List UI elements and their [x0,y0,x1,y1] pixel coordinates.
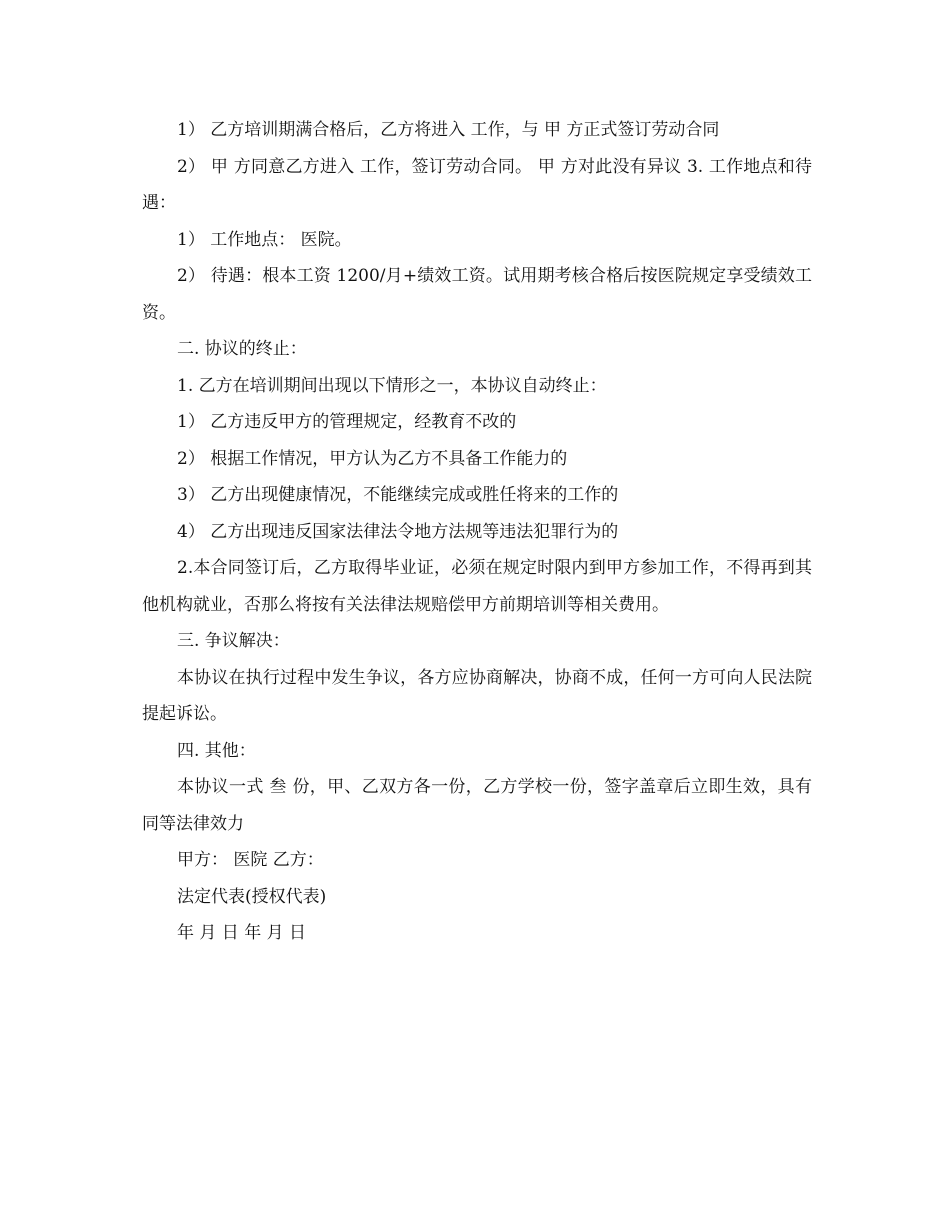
signature-date: 年 月 日 年 月 日 [177,923,307,943]
signature-representative: 法定代表(授权代表) [177,886,327,907]
clause-work-location: 1） 工作地点： 医院。 [177,229,352,250]
clause-termination-item-1: 1） 乙方违反甲方的管理规定，经教育不改的 [177,412,517,432]
section-heading-dispute: 三. 争议解决： [177,631,290,651]
section-heading-other: 四. 其他： [177,740,256,761]
document-body [142,112,812,952]
section-heading-termination: 二. 协议的终止： [177,339,307,359]
clause-post-graduation-obligation: 2.本合同签订后，乙方取得毕业证，必须在规定时限内到甲方参加工作，不得再到其他机构就业，否那么将按有关法律法规赔偿甲方前期培训等相关费用。 [142,558,812,615]
clause-termination-item-3: 3） 乙方出现健康情况，不能继续完成或胜任将来的工作的 [177,485,619,505]
clause-dispute-resolution: 本协议在执行过程中发生争议，各方应协商解决，协商不成，任何一方可向人民法院提起诉讼。 [142,667,812,724]
clause-employment-agreement: 2） 甲 方同意乙方进入 工作，签订劳动合同。 甲 方对此没有异议 3. 工作地点和待遇： [142,156,812,213]
clause-termination-item-4: 4） 乙方出现违反国家法律法令地方法规等违法犯罪行为的 [177,521,619,542]
signature-parties: 甲方： 医院 乙方： [177,850,324,870]
clause-termination-item-2: 2） 根据工作情况，甲方认为乙方不具备工作能力的 [177,448,568,469]
clause-training-completion: 1） 乙方培训期满合格后，乙方将进入 工作，与 甲 方正式签订劳动合同 [177,120,720,140]
clause-compensation: 2） 待遇：根本工资 1200/月+绩效工资。试用期考核合格后按医院规定享受绩效工资。 [142,266,812,323]
clause-copies-validity: 本协议一式 叁 份，甲、乙双方各一份，乙方学校一份，签字盖章后立即生效，具有同等法律效力 [142,777,812,834]
clause-termination-conditions: 1. 乙方在培训期间出现以下情形之一，本协议自动终止： [177,375,607,396]
